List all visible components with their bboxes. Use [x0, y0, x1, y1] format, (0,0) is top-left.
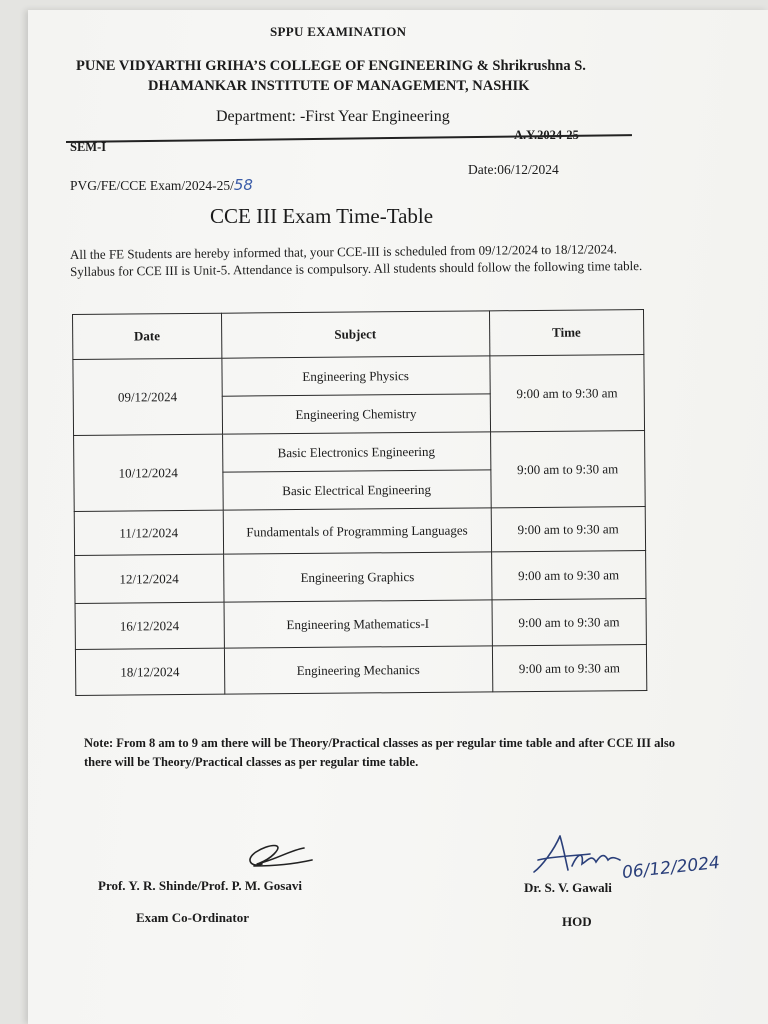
row-time: 9:00 am to 9:30 am [490, 431, 645, 508]
intro-paragraph: All the FE Students are hereby informed that, your CCE-III is scheduled from 09/12/2024 to 18/12/2024. Syllabus for CCE III is Unit-5. Attendance is compulsory. All students should follow the following time table. [69, 241, 643, 279]
row-date: 16/12/2024 [75, 602, 224, 649]
page-title: CCE III Exam Time-Table [210, 204, 434, 228]
reference-handwritten-number: 58 [233, 176, 253, 194]
left-signatory-name: Prof. Y. R. Shinde/Prof. P. M. Gosavi [98, 878, 302, 893]
exam-heading: SPPU EXAMINATION [270, 24, 407, 39]
semester: SEM-I [70, 140, 107, 154]
row-subject: Basic Electronics Engineering [222, 432, 490, 472]
row-time: 9:00 am to 9:30 am [491, 551, 646, 600]
row-subject: Basic Electrical Engineering [222, 470, 490, 510]
handwritten-sign-date: 06/12/2024 [621, 852, 721, 884]
row-time: 9:00 am to 9:30 am [492, 599, 647, 646]
note: Note: From 8 am to 9 am there will be Theory/Practical classes as per regular time table and after CCE III also there will be Theory/Practical classes as per regular time table. [84, 736, 676, 769]
row-subject: Engineering Graphics [223, 552, 491, 602]
reference-prefix: PVG/FE/CCE Exam/2024-25/ [70, 178, 234, 193]
academic-year: A.Y.2024-25 [514, 128, 579, 142]
right-signatory-name: Dr. S. V. Gawali [524, 880, 612, 895]
row-subject: Engineering Chemistry [222, 394, 490, 434]
left-signature-mark [234, 836, 324, 876]
table-row [75, 599, 646, 650]
reference-number [70, 176, 253, 194]
row-date: 18/12/2024 [75, 648, 224, 695]
left-signatory-role: Exam Co-Ordinator [136, 910, 250, 925]
table-row [75, 551, 646, 604]
department: Department: -First Year Engineering [216, 108, 450, 125]
timetable [72, 309, 647, 696]
issue-date: Date:06/12/2024 [468, 162, 559, 177]
table-row [75, 645, 646, 696]
row-subject: Engineering Mechanics [224, 646, 492, 694]
header-date: Date [73, 313, 222, 359]
table-row [74, 431, 645, 474]
row-date: 11/12/2024 [74, 510, 223, 555]
row-subject: Engineering Physics [221, 356, 489, 396]
row-subject: Engineering Mathematics-I [224, 600, 492, 648]
row-time: 9:00 am to 9:30 am [492, 645, 647, 692]
row-time: 9:00 am to 9:30 am [491, 507, 646, 552]
right-signature-mark [524, 830, 634, 880]
timetable-header-row [73, 310, 644, 360]
table-row [74, 507, 645, 556]
row-date: 10/12/2024 [74, 434, 223, 511]
row-subject: Fundamentals of Programming Languages [223, 508, 491, 554]
row-time: 9:00 am to 9:30 am [489, 355, 644, 432]
row-date: 09/12/2024 [73, 358, 222, 435]
row-date: 12/12/2024 [75, 554, 224, 603]
table-row [73, 355, 644, 398]
header-time: Time [489, 310, 644, 356]
header-subject: Subject [221, 311, 489, 358]
college-name-line1: PUNE VIDYARTHI GRIHA’S COLLEGE OF ENGINEERING & Shrikrushna S. [76, 58, 586, 74]
right-signatory-role: HOD [562, 914, 592, 929]
college-name-line2: DHAMANKAR INSTITUTE OF MANAGEMENT, NASHIK [148, 78, 530, 94]
